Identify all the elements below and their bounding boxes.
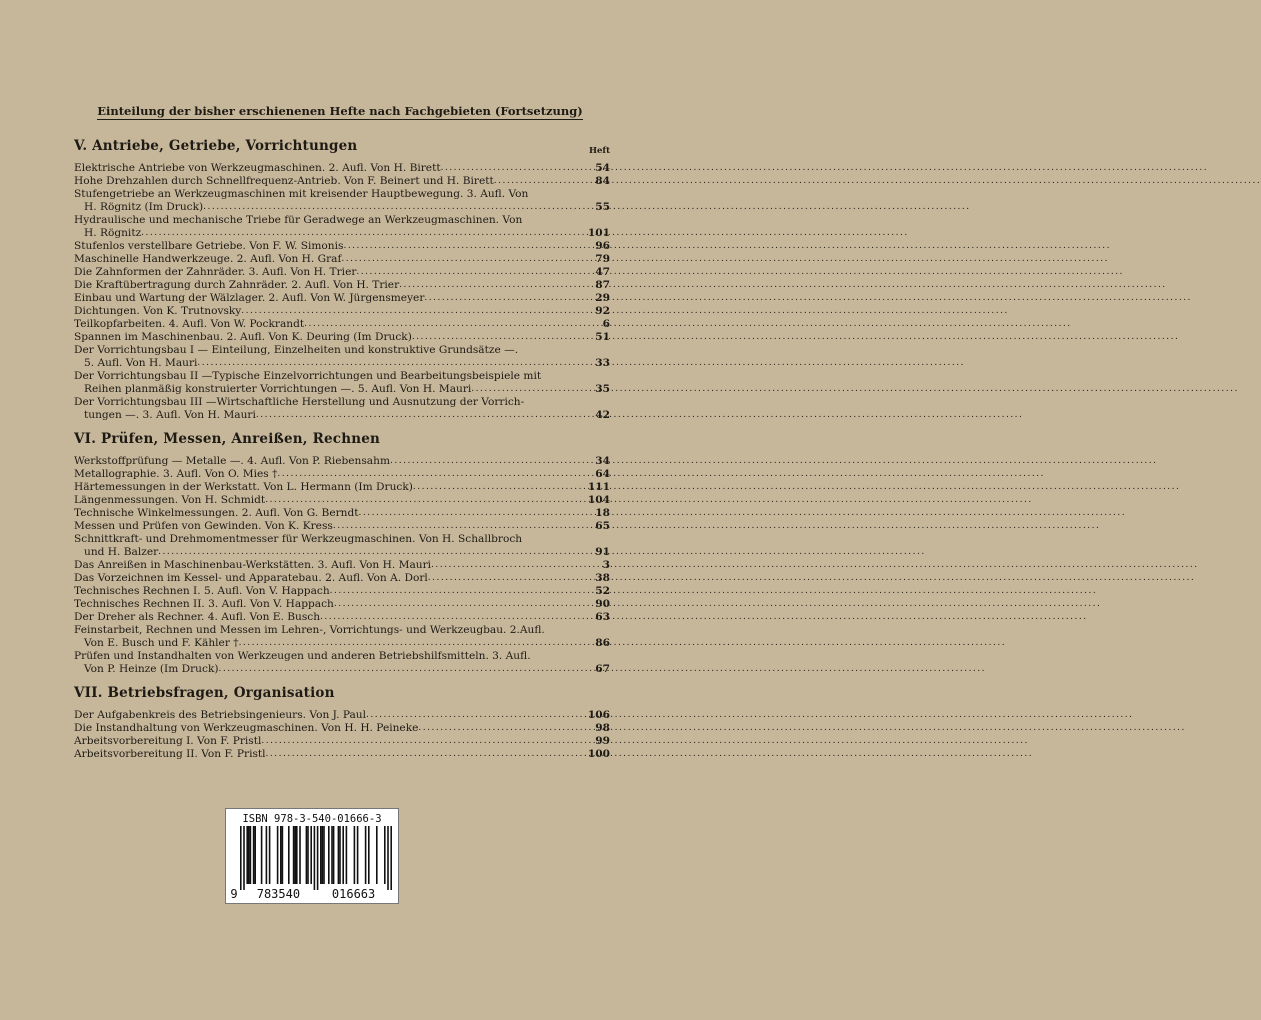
leader-dots (428, 572, 589, 585)
catalog-entry (74, 188, 610, 214)
entry-title: Längenmessungen. Von H. Schmidt (74, 494, 266, 506)
entry-title: Prüfen und Instandhalten von Werkzeugen und anderen Betriebshilfsmitteln. 3. Aufl. (74, 650, 531, 662)
catalog-entry (74, 396, 610, 422)
catalog-entry (74, 494, 610, 507)
leader-dots (141, 227, 585, 240)
entry-title: Hohe Drehzahlen durch Schnellfrequenz-Antrieb. Von F. Beinert und H. Birett (74, 175, 494, 187)
entry-continuation-text: und H. Balzer (84, 546, 159, 558)
barcode-bar (365, 826, 367, 884)
entry-continuation-text: H. Rögnitz (84, 227, 142, 239)
entry-title: Der Vorrichtungsbau III —Wirtschaftliche Herstellung und Ausnutzung der Vorrich- (74, 396, 525, 408)
heft-number: 65 (595, 520, 610, 532)
heft-number: 54 (595, 162, 610, 174)
heft-number: 100 (587, 748, 610, 760)
entry-continuation (74, 409, 610, 422)
entry-title: Stufenlos verstellbare Getriebe. Von F. W. Simonis (74, 240, 344, 252)
heft-number: 79 (595, 253, 610, 265)
heft-number: 90 (595, 598, 610, 610)
heft-number: 92 (595, 305, 610, 317)
barcode-bar (261, 826, 263, 884)
leader-dots (197, 357, 589, 370)
heft-number: 34 (595, 455, 610, 467)
catalog-entry (74, 266, 610, 279)
leader-dots (320, 611, 589, 624)
leader-dots (261, 735, 589, 748)
barcode-digits: 783540 (256, 887, 301, 901)
barcode-bar (342, 826, 344, 884)
leader-dots (265, 494, 585, 507)
barcode-bar (323, 826, 325, 884)
entry-title: Die Instandhaltung von Werkzeugmaschinen. Von H. H. Peineke (74, 722, 419, 734)
leader-dots (431, 559, 589, 572)
catalog-content (74, 138, 610, 770)
heft-column-label: Heft (588, 146, 610, 156)
entry-continuation-text: 5. Aufl. Von H. Mauri (84, 357, 198, 369)
section-5 (74, 138, 610, 422)
heft-number: 42 (595, 409, 610, 421)
entry-continuation (74, 663, 610, 676)
barcode-bar (317, 826, 319, 890)
barcode-bar (294, 826, 296, 884)
entry-continuation-text: H. Rögnitz (Im Druck) (84, 201, 204, 213)
catalog-entry (74, 253, 610, 266)
barcode-bar (253, 826, 255, 884)
barcode-bar (299, 826, 301, 884)
barcode-bar (282, 826, 284, 884)
entry-title: Spannen im Maschinenbau. 2. Aufl. Von K. Deuring (Im Druck) (74, 331, 412, 343)
leader-dots (418, 722, 589, 735)
heft-number: 35 (595, 383, 610, 395)
barcode-digits: 9 (230, 887, 238, 901)
leader-dots (424, 292, 589, 305)
entry-title: Der Vorrichtungsbau I — Einteilung, Einzelheiten und konstruktive Grundsätze —. (74, 344, 519, 356)
barcode-bar (328, 826, 330, 884)
leader-dots (390, 455, 589, 468)
entry-continuation-text: tungen —. 3. Aufl. Von H. Mauri (84, 409, 256, 421)
barcode-digits: 016663 (331, 887, 376, 901)
barcode-bar (368, 826, 370, 884)
heft-number: 3 (602, 559, 610, 571)
catalog-entry (74, 650, 610, 676)
entry-title: Maschinelle Handwerkzeuge. 2. Aufl. Von H. Graf (74, 253, 342, 265)
catalog-entry (74, 481, 610, 494)
barcode-bar (248, 826, 250, 884)
section-6 (74, 431, 610, 676)
catalog-entry (74, 533, 610, 559)
leader-dots (343, 240, 589, 253)
heft-number: 104 (587, 494, 610, 506)
barcode-bar (277, 826, 279, 884)
leader-dots (266, 748, 585, 761)
entry-title: Die Kraftübertragung durch Zahnräder. 2. Aufl. Von H. Trier (74, 279, 400, 291)
entry-title: Der Aufgabenkreis des Betriebsingenieurs. Von J. Paul (74, 709, 366, 721)
section-title: VI. Prüfen, Messen, Anreißen, Rechnen (74, 431, 381, 447)
catalog-entry (74, 611, 610, 624)
catalog-entry (74, 624, 610, 650)
heft-number: 99 (595, 735, 610, 747)
barcode-bar (254, 826, 256, 884)
barcode-bar (384, 826, 386, 884)
leader-dots (341, 253, 589, 266)
page-heading-text: Einteilung der bisher erschienenen Hefte nach Fachgebieten (Fortsetzung) (97, 104, 583, 118)
heft-number: 106 (587, 709, 610, 721)
barcode-bar (296, 826, 298, 884)
entry-title: Der Dreher als Rechner. 4. Aufl. Von E. Busch (74, 611, 321, 623)
catalog-entry (74, 520, 610, 533)
catalog-entry (74, 572, 610, 585)
entry-continuation (74, 227, 610, 240)
entry-title: Arbeitsvorbereitung I. Von F. Pristl (74, 735, 262, 747)
barcode-bar (354, 826, 356, 884)
barcode-bar (266, 826, 268, 884)
catalog-entry (74, 468, 610, 481)
barcode-bar (243, 826, 245, 890)
barcode-bar (376, 826, 378, 884)
barcode-bar (314, 826, 316, 890)
barcode-bar (390, 826, 392, 890)
leader-dots (203, 201, 589, 214)
catalog-entry (74, 214, 610, 240)
leader-dots (441, 162, 589, 175)
leader-dots (334, 598, 589, 611)
leader-dots (366, 709, 585, 722)
catalog-entry (74, 748, 610, 761)
barcode-bar (338, 826, 340, 884)
barcode-bar (333, 826, 335, 884)
catalog-entry (74, 598, 610, 611)
catalog-entry (74, 709, 610, 722)
barcode-bar (357, 826, 359, 884)
leader-dots (330, 585, 589, 598)
entry-title: Technisches Rechnen II. 3. Aufl. Von V. Happach (74, 598, 334, 610)
barcode-bar (307, 826, 309, 884)
entry-title: Technisches Rechnen I. 5. Aufl. Von V. Happach (74, 585, 330, 597)
section-7 (74, 685, 610, 761)
leader-dots (277, 468, 589, 481)
heft-number: 91 (595, 546, 610, 558)
entry-title: Arbeitsvorbereitung II. Von F. Pristl (74, 748, 266, 760)
barcode-bar (240, 826, 242, 890)
catalog-entry (74, 735, 610, 748)
leader-dots (356, 266, 589, 279)
isbn-label: ISBN 978-3-540-01666-3 (242, 813, 382, 825)
entry-title: Dichtungen. Von K. Trutnovsky (74, 305, 242, 317)
leader-dots (239, 637, 589, 650)
catalog-entry (74, 331, 610, 344)
heft-number: 87 (595, 279, 610, 291)
heft-number: 84 (595, 175, 610, 187)
entry-title: Werkstoffprüfung — Metalle —. 4. Aufl. Von P. Riebensahm (74, 455, 390, 467)
entry-title: Elektrische Antriebe von Werkzeugmaschinen. 2. Aufl. Von H. Birett (74, 162, 441, 174)
barcode-bar (339, 826, 341, 884)
heft-number: 6 (602, 318, 610, 330)
heft-number: 33 (595, 357, 610, 369)
catalog-entry (74, 279, 610, 292)
heft-number: 38 (595, 572, 610, 584)
heft-number: 86 (595, 637, 610, 649)
catalog-entry (74, 318, 610, 331)
barcode-bar (322, 826, 324, 884)
entry-list (74, 455, 610, 676)
entry-title: Schnittkraft- und Drehmomentmesser für Werkzeugmaschinen. Von H. Schallbroch (74, 533, 523, 545)
barcode-bar (246, 826, 248, 884)
leader-dots (333, 520, 589, 533)
heft-number: 29 (595, 292, 610, 304)
heft-number: 67 (595, 663, 610, 675)
barcode-bar (250, 826, 252, 884)
entry-continuation-text: Von P. Heinze (Im Druck) (84, 663, 219, 675)
entry-list (74, 162, 610, 422)
entry-title: Metallographie. 3. Aufl. Von O. Mies † (74, 468, 278, 480)
catalog-entry (74, 240, 610, 253)
section-header (74, 431, 610, 453)
entry-title: Stufengetriebe an Werkzeugmaschinen mit kreisender Hauptbewegung. 3. Aufl. Von (74, 188, 529, 200)
entry-title: Der Vorrichtungsbau II —Typische Einzelvorrichtungen und Bearbeitungsbeispiele mit (74, 370, 542, 382)
barcode-bar (280, 826, 282, 884)
leader-dots (256, 409, 589, 422)
leader-dots (471, 383, 589, 396)
leader-dots (412, 331, 589, 344)
section-title: VII. Betriebsfragen, Organisation (74, 685, 335, 701)
catalog-entry (74, 305, 610, 318)
catalog-entry (74, 344, 610, 370)
barcode-bar (306, 826, 308, 884)
entry-title: Das Vorzeichnen im Kessel- und Apparatebau. 2. Aufl. Von A. Dorl (74, 572, 428, 584)
heft-number: 64 (595, 468, 610, 480)
barcode-bar (269, 826, 271, 884)
leader-dots (241, 305, 589, 318)
barcode-bar (346, 826, 348, 884)
section-title: V. Antriebe, Getriebe, Vorrichtungen (74, 138, 358, 154)
entry-title: Einbau und Wartung der Wälzlager. 2. Aufl. Von W. Jürgensmeyer (74, 292, 425, 304)
heft-number: 51 (595, 331, 610, 343)
barcode-bar (293, 826, 295, 884)
leader-dots (304, 318, 589, 331)
entry-title: Das Anreißen in Maschinenbau-Werkstätten. 3. Aufl. Von H. Mauri (74, 559, 432, 571)
entry-title: Feinstarbeit, Rechnen und Messen im Lehren-, Vorrichtungs- und Werkzeugbau. 2.Aufl. (74, 624, 545, 636)
catalog-entry (74, 585, 610, 598)
entry-continuation-text: Reihen planmäßig konstruierter Vorrichtungen —. 5. Aufl. Von H. Mauri (84, 383, 472, 395)
entry-title: Die Zahnformen der Zahnräder. 3. Aufl. Von H. Trier (74, 266, 357, 278)
leader-dots (494, 175, 589, 188)
page-heading (0, 104, 680, 118)
entry-title: Teilkopfarbeiten. 4. Aufl. Von W. Pockrandt (74, 318, 305, 330)
barcode-bar (288, 826, 290, 884)
entry-continuation (74, 637, 610, 650)
entry-title: Technische Winkelmessungen. 2. Aufl. Von G. Berndt (74, 507, 359, 519)
entry-continuation-text: Von E. Busch und F. Kähler † (84, 637, 239, 649)
entry-title: Härtemessungen in der Werkstatt. Von L. Hermann (Im Druck) (74, 481, 413, 493)
entry-continuation (74, 357, 610, 370)
barcode-graphic (226, 809, 398, 903)
heft-number: 101 (587, 227, 610, 239)
entry-list (74, 709, 610, 761)
barcode-bar (387, 826, 389, 890)
catalog-entry (74, 175, 610, 188)
isbn-barcode (225, 808, 399, 904)
catalog-entry (74, 559, 610, 572)
heft-number: 98 (595, 722, 610, 734)
leader-dots (219, 663, 590, 676)
entry-title: Messen und Prüfen von Gewinden. Von K. Kress (74, 520, 333, 532)
barcode-bar (310, 826, 312, 884)
entry-title: Hydraulische und mechanische Triebe für Geradwege an Werkzeugmaschinen. Von (74, 214, 523, 226)
barcode-bar (320, 826, 322, 884)
heft-number: 18 (595, 507, 610, 519)
leader-dots (158, 546, 589, 559)
catalog-entry (74, 370, 610, 396)
section-header (74, 138, 610, 160)
leader-dots (359, 507, 589, 520)
entry-continuation (74, 546, 610, 559)
barcode-bar (331, 826, 333, 884)
catalog-entry (74, 162, 610, 175)
heft-number: 47 (595, 266, 610, 278)
heft-number: 63 (595, 611, 610, 623)
entry-continuation (74, 383, 610, 396)
catalog-entry (74, 507, 610, 520)
heft-number: 52 (595, 585, 610, 597)
leader-dots (399, 279, 589, 292)
heft-number: 111 (587, 481, 610, 493)
catalog-entry (74, 292, 610, 305)
entry-continuation (74, 201, 610, 214)
catalog-entry (74, 455, 610, 468)
section-header (74, 685, 610, 707)
heft-number: 55 (595, 201, 610, 213)
leader-dots (413, 481, 585, 494)
heft-number: 96 (595, 240, 610, 252)
catalog-entry (74, 722, 610, 735)
